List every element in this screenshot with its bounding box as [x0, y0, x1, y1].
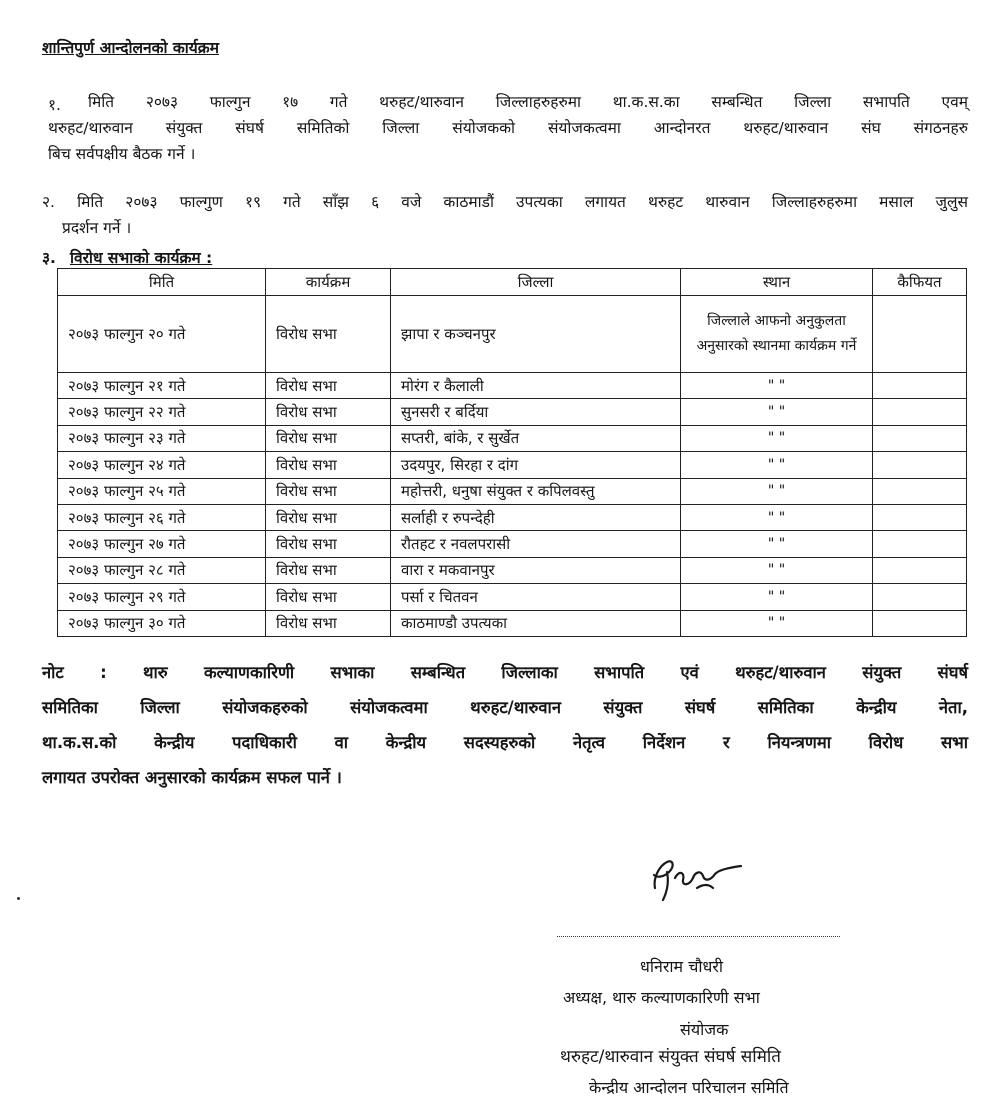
schedule-table — [57, 268, 967, 637]
row-district: वारा र मकवानपुर — [391, 557, 681, 583]
table-row — [58, 399, 967, 425]
signatory-title-4: केन्द्रीय आन्दोलन परिचालन समिति — [589, 1078, 789, 1097]
table-row — [58, 584, 967, 610]
item-1-number: १. — [48, 96, 61, 114]
signatory-title-3: थरुहट/थारुवान संयुक्त संघर्ष समिति — [560, 1047, 781, 1067]
signatory-name: धनिराम चौधरी — [640, 957, 724, 976]
row-date: २०७३ फाल्गुन २३ गते — [58, 425, 266, 451]
document-heading: शान्तिपुर्ण आन्दोलनको कार्यक्रम — [42, 39, 219, 57]
table-row — [58, 610, 967, 636]
row-remarks — [873, 557, 967, 583]
row-remarks — [873, 584, 967, 610]
row-program: विरोध सभा — [266, 584, 391, 610]
header-place: स्थान — [681, 269, 873, 296]
item-2-line-2: प्रदर्शन गर्ने । — [62, 219, 132, 237]
row-date: २०७३ फाल्गुन २५ गते — [58, 478, 266, 504]
row-place: " " — [681, 373, 873, 399]
row-remarks — [873, 531, 967, 557]
item-3-heading — [42, 246, 212, 268]
signatory-title-1: अध्यक्ष, थारु कल्याणकारिणी सभा — [563, 988, 760, 1007]
row-place: " " — [681, 399, 873, 425]
row-remarks — [873, 610, 967, 636]
row-date: २०७३ फाल्गुन २९ गते — [58, 584, 266, 610]
row-program: विरोध सभा — [266, 478, 391, 504]
row-remarks — [873, 504, 967, 530]
table-row — [58, 504, 967, 530]
row-program: विरोध सभा — [266, 557, 391, 583]
table-row — [58, 557, 967, 583]
row-remarks — [873, 478, 967, 504]
row-place: " " — [681, 531, 873, 557]
row-place: " " — [681, 557, 873, 583]
row-date: २०७३ फाल्गुन २४ गते — [58, 452, 266, 478]
row-district: उदयपुर, सिरहा र दांग — [391, 452, 681, 478]
row-date: २०७३ फाल्गुन ३० गते — [58, 610, 266, 636]
item-1-line-3: बिच सर्वपक्षीय बैठक गर्ने । — [48, 145, 196, 163]
signatory-title-2: संयोजक — [680, 1020, 729, 1039]
note-line-4: लगायत उपरोक्त अनुसारको कार्यक्रम सफल पार्ने । — [42, 768, 342, 787]
row-remarks — [873, 425, 967, 451]
item-3-title: विरोध सभाको कार्यक्रम : — [69, 249, 213, 267]
row-remarks — [873, 296, 967, 373]
row-place: " " — [681, 478, 873, 504]
row-remarks — [873, 399, 967, 425]
row-district: रौतहट र नवलपरासी — [391, 531, 681, 557]
row-program: विरोध सभा — [266, 452, 391, 478]
note-paragraph — [42, 655, 968, 795]
row-place: " " — [681, 452, 873, 478]
table-row — [58, 373, 967, 399]
table-row — [58, 452, 967, 478]
header-date: मिति — [58, 269, 266, 296]
table-row — [58, 425, 967, 451]
row-program: विरोध सभा — [266, 296, 391, 373]
row-date: २०७३ फाल्गुन २६ गते — [58, 504, 266, 530]
row-date: २०७३ फाल्गुन २२ गते — [58, 399, 266, 425]
row-program: विरोध सभा — [266, 610, 391, 636]
row-program: विरोध सभा — [266, 425, 391, 451]
row-program: विरोध सभा — [266, 504, 391, 530]
row-date: २०७३ फाल्गुन २७ गते — [58, 531, 266, 557]
row-place: " " — [681, 425, 873, 451]
header-remarks: कैफियत — [873, 269, 967, 296]
row-remarks — [873, 452, 967, 478]
header-program: कार्यक्रम — [266, 269, 391, 296]
row-district: सप्तरी, बांके, र सुर्खेत — [391, 425, 681, 451]
row-district: झापा र कञ्चनपुर — [391, 296, 681, 373]
row-date: २०७३ फाल्गुन २० गते — [58, 296, 266, 373]
row-program: विरोध सभा — [266, 399, 391, 425]
row-place: " " — [681, 504, 873, 530]
row-place: जिल्लाले आफनो अनुकुलता अनुसारको स्थानमा कार्यक्रम गर्ने — [681, 296, 873, 373]
item-2-line-1: २. मिति २०७३ फाल्गुण १९ गते साँझ ६ वजे काठमाडौं उपत्यका लगायत थरुहट थारुवान जिल्लाहरुहरुमा मसाल जुलुस — [42, 193, 968, 211]
row-district: महोत्तरी, धनुषा संयुक्त र कपिलवस्तु — [391, 478, 681, 504]
item-3-number: ३. — [42, 249, 56, 267]
row-district: पर्सा र चितवन — [391, 584, 681, 610]
row-place: " " — [681, 584, 873, 610]
row-program: विरोध सभा — [266, 373, 391, 399]
table-row — [58, 296, 967, 373]
handwritten-signature — [645, 848, 755, 910]
row-district: काठमाण्डौ उपत्यका — [391, 610, 681, 636]
row-remarks — [873, 373, 967, 399]
row-district: सर्लाही र रुपन्देही — [391, 504, 681, 530]
table-row — [58, 478, 967, 504]
table-row — [58, 531, 967, 557]
note-line-3: था.क.स.को केन्द्रीय पदाधिकारी वा केन्द्रीय सदस्यहरुको नेतृत्व निर्देशन र नियन्त्रणमा विरोध सभा — [42, 733, 968, 752]
item-1-line-2: थरुहट/थारुवान संयुक्त संघर्ष समितिको जिल्ला संयोजकको संयोजकत्वमा आन्दोनरत थरुहट/थारुवान संघ संगठनहरु — [48, 119, 968, 137]
item-1-line-1: मिति २०७३ फाल्गुन १७ गते थरुहट/थारुवान जिल्लाहरुहरुमा था.क.स.का सम्बन्धित जिल्ला सभापति एवम् — [88, 93, 968, 111]
row-place: " " — [681, 610, 873, 636]
row-district: सुनसरी र बर्दिया — [391, 399, 681, 425]
row-date: २०७३ फाल्गुन २१ गते — [58, 373, 266, 399]
table-header-row — [58, 269, 967, 296]
row-program: विरोध सभा — [266, 531, 391, 557]
note-line-1: नोट : थारु कल्याणकारिणी सभाका सम्बन्धित जिल्लाका सभापति एवं थरुहट/थारुवान संयुक्त संघर्ष — [42, 663, 968, 682]
row-district: मोरंग र कैलाली — [391, 373, 681, 399]
row-date: २०७३ फाल्गुन २८ गते — [58, 557, 266, 583]
scan-speck — [17, 897, 20, 900]
note-line-2: समितिका जिल्ला संयोजकहरुको संयोजकत्वमा थरुहट/थारुवान संयुक्त संघर्ष समितिका केन्द्रीय नेता, — [42, 698, 968, 717]
signature-dotted-line — [557, 936, 840, 937]
header-district: जिल्ला — [391, 269, 681, 296]
